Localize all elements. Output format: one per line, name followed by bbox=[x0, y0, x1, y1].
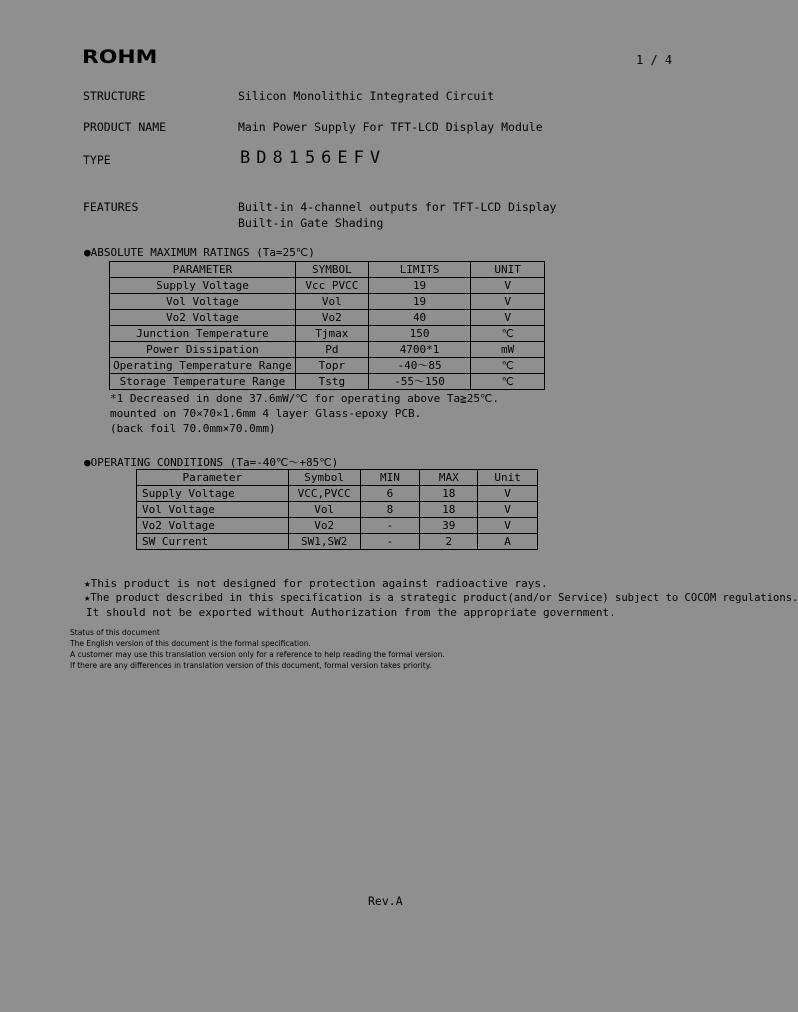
status-line-2: The English version of this document is the formal specification. bbox=[70, 639, 311, 648]
op-cond-cell: 8 bbox=[360, 502, 420, 518]
abs-max-cell: Vol bbox=[295, 294, 368, 310]
features-label: FEATURES bbox=[83, 200, 139, 214]
abs-max-cell: V bbox=[471, 310, 545, 326]
abs-max-cell: Pd bbox=[295, 342, 368, 358]
notice-line-1: ★This product is not designed for protection against radioactive rays. bbox=[84, 577, 548, 590]
bullet-icon: ● bbox=[84, 456, 91, 469]
op-cond-cell: Vo2 Voltage bbox=[137, 518, 289, 534]
op-cond-header-cell: Symbol bbox=[288, 470, 360, 486]
abs-max-cell: Vol Voltage bbox=[110, 294, 296, 310]
abs-max-cell: Vcc PVCC bbox=[295, 278, 368, 294]
status-line-1: Status of this document bbox=[70, 628, 160, 637]
abs-max-cell: ℃ bbox=[471, 326, 545, 342]
op-cond-row bbox=[137, 502, 538, 518]
notice-line-3: It should not be exported without Authorization from the appropriate government. bbox=[86, 606, 616, 619]
abs-max-cell: V bbox=[471, 278, 545, 294]
page-number: 1 / 4 bbox=[636, 53, 673, 67]
op-cond-cell: 18 bbox=[420, 486, 478, 502]
revision: Rev.A bbox=[368, 894, 403, 908]
op-cond-cell: SW Current bbox=[137, 534, 289, 550]
abs-max-row bbox=[110, 294, 545, 310]
abs-max-cell: -55～150 bbox=[368, 374, 471, 390]
abs-note-2: mounted on 70×70×1.6mm 4 layer Glass-epoxy PCB. bbox=[110, 407, 422, 420]
op-cond-cell: 2 bbox=[420, 534, 478, 550]
rohm-logo: ROHM bbox=[82, 46, 158, 68]
notice-line-2: ★The product described in this specification is a strategic product(and/or Service) subject to COCOM regulations. bbox=[84, 592, 798, 604]
op-cond-cell: A bbox=[478, 534, 538, 550]
abs-max-cell: Junction Temperature bbox=[110, 326, 296, 342]
op-cond-header-cell: Unit bbox=[478, 470, 538, 486]
op-cond-title bbox=[84, 454, 338, 470]
op-cond-cell: 18 bbox=[420, 502, 478, 518]
abs-max-cell: 19 bbox=[368, 278, 471, 294]
abs-max-row bbox=[110, 374, 545, 390]
op-cond-row bbox=[137, 518, 538, 534]
abs-max-cell: Tjmax bbox=[295, 326, 368, 342]
features-line-2: Built-in Gate Shading bbox=[238, 216, 384, 230]
abs-max-cell: ℃ bbox=[471, 358, 545, 374]
op-cond-table bbox=[136, 469, 538, 550]
abs-max-cell: Vo2 Voltage bbox=[110, 310, 296, 326]
abs-max-row bbox=[110, 342, 545, 358]
op-cond-cell: V bbox=[478, 502, 538, 518]
op-cond-header-cell: MAX bbox=[420, 470, 478, 486]
op-cond-cell: Vol Voltage bbox=[137, 502, 289, 518]
abs-note-1: *1 Decreased in done 37.6mW/℃ for operating above Ta≧25℃. bbox=[110, 392, 499, 405]
op-cond-cell: SW1,SW2 bbox=[288, 534, 360, 550]
op-cond-header-cell: MIN bbox=[360, 470, 420, 486]
abs-max-table bbox=[109, 261, 545, 390]
abs-max-cell: Supply Voltage bbox=[110, 278, 296, 294]
op-cond-header-row bbox=[137, 470, 538, 486]
abs-max-cell: 19 bbox=[368, 294, 471, 310]
abs-max-cell: -40～85 bbox=[368, 358, 471, 374]
op-cond-title-text: OPERATING CONDITIONS (Ta=-40℃～+85℃) bbox=[90, 456, 339, 469]
bullet-icon: ● bbox=[84, 246, 91, 259]
abs-max-cell: Topr bbox=[295, 358, 368, 374]
abs-max-row bbox=[110, 358, 545, 374]
op-cond-cell: V bbox=[478, 518, 538, 534]
abs-max-row bbox=[110, 278, 545, 294]
abs-max-cell: mW bbox=[471, 342, 545, 358]
op-cond-row bbox=[137, 534, 538, 550]
type-value: BD8156EFV bbox=[240, 148, 387, 168]
abs-max-row bbox=[110, 326, 545, 342]
op-cond-cell: 6 bbox=[360, 486, 420, 502]
abs-max-cell: 4700*1 bbox=[368, 342, 471, 358]
product-name-value: Main Power Supply For TFT-LCD Display Module bbox=[238, 120, 543, 134]
abs-max-cell: 150 bbox=[368, 326, 471, 342]
type-label: TYPE bbox=[83, 153, 111, 167]
op-cond-row bbox=[137, 486, 538, 502]
op-cond-cell: VCC,PVCC bbox=[288, 486, 360, 502]
features-line-1: Built-in 4-channel outputs for TFT-LCD Display bbox=[238, 200, 557, 214]
abs-max-cell: Operating Temperature Range bbox=[110, 358, 296, 374]
structure-label: STRUCTURE bbox=[83, 89, 146, 103]
abs-max-cell: Storage Temperature Range bbox=[110, 374, 296, 390]
abs-max-row bbox=[110, 310, 545, 326]
status-line-4: If there are any differences in translation version of this document, formal version takes priority. bbox=[70, 661, 432, 670]
op-cond-cell: Supply Voltage bbox=[137, 486, 289, 502]
op-cond-cell: 39 bbox=[420, 518, 478, 534]
abs-max-cell: Tstg bbox=[295, 374, 368, 390]
abs-max-cell: 40 bbox=[368, 310, 471, 326]
abs-max-header-row bbox=[110, 262, 545, 278]
abs-max-title-text: ABSOLUTE MAXIMUM RATINGS (Ta=25℃) bbox=[90, 246, 315, 259]
abs-max-title bbox=[84, 246, 315, 259]
abs-max-header-cell: PARAMETER bbox=[110, 262, 296, 278]
abs-max-cell: Power Dissipation bbox=[110, 342, 296, 358]
abs-max-header-cell: SYMBOL bbox=[295, 262, 368, 278]
structure-value: Silicon Monolithic Integrated Circuit bbox=[238, 89, 495, 103]
op-cond-header-cell: Parameter bbox=[137, 470, 289, 486]
op-cond-cell: Vol bbox=[288, 502, 360, 518]
abs-max-header-cell: LIMITS bbox=[368, 262, 471, 278]
op-cond-cell: - bbox=[360, 534, 420, 550]
abs-max-cell: V bbox=[471, 294, 545, 310]
status-line-3: A customer may use this translation version only for a reference to help reading the formal version. bbox=[70, 650, 445, 659]
abs-max-cell: ℃ bbox=[471, 374, 545, 390]
op-cond-cell: - bbox=[360, 518, 420, 534]
product-name-label: PRODUCT NAME bbox=[83, 120, 167, 134]
abs-note-3: (back foil 70.0mm×70.0mm) bbox=[110, 422, 276, 435]
op-cond-cell: V bbox=[478, 486, 538, 502]
abs-max-cell: Vo2 bbox=[295, 310, 368, 326]
op-cond-cell: Vo2 bbox=[288, 518, 360, 534]
abs-max-header-cell: UNIT bbox=[471, 262, 545, 278]
